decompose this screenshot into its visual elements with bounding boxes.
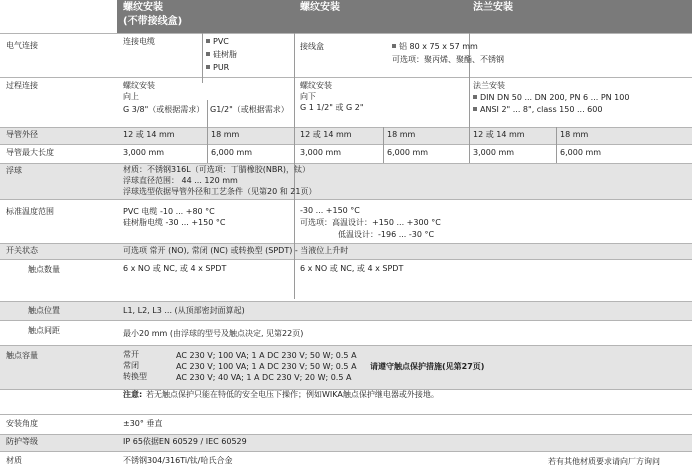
float-selection: 浮球选型依据导管外径和工艺条件（见第20 和 21页） bbox=[123, 187, 317, 196]
divider bbox=[0, 144, 692, 145]
box-material: 铝 80 x 75 x 57 mm bbox=[392, 43, 478, 51]
capacity-no-value: AC 230 V; 100 VA; 1 A DC 230 V; 50 W; 0.5 A bbox=[176, 351, 357, 360]
column-divider bbox=[207, 100, 208, 163]
capacity-nc-value: AC 230 V; 100 VA; 1 A DC 230 V; 50 W; 0.5 A bbox=[176, 362, 357, 371]
label-spacing: 触点间距 bbox=[28, 326, 60, 335]
tube-len-value: 3,000 mm bbox=[123, 148, 165, 157]
divider bbox=[0, 127, 692, 128]
label-material: 材质 bbox=[6, 456, 22, 465]
position-text: L1, L2, L3 ... (从顶部密封面算起) bbox=[123, 306, 245, 315]
label-contacts: 触点数量 bbox=[28, 265, 60, 274]
label-electrical: 电气连接 bbox=[6, 41, 38, 50]
temp-low: 低温设计：-196 ... -30 °C bbox=[338, 230, 435, 239]
divider bbox=[0, 414, 692, 415]
spacing-text: 最小20 mm (由浮球的型号及触点决定, 见第22页) bbox=[123, 329, 304, 338]
capacity-note: 请遵守触点保护措施(见第27页) bbox=[370, 362, 485, 371]
column-divider bbox=[202, 33, 203, 83]
tube-dia-value: 12 或 14 mm bbox=[123, 130, 175, 139]
material-other: 若有其他材质要求请向厂方询问 bbox=[548, 457, 660, 466]
tube-dia-value: 18 mm bbox=[387, 130, 416, 139]
tube-len-value: 6,000 mm bbox=[560, 148, 602, 157]
process-col2-title: 螺纹安装 bbox=[300, 81, 332, 90]
notice-label: 注意: bbox=[123, 390, 143, 399]
temp-high: 可选项：高温设计：+150 ... +300 °C bbox=[300, 218, 441, 227]
capacity-no-label: 常开 bbox=[123, 350, 139, 359]
label-switch: 开关状态 bbox=[6, 246, 38, 255]
band-ip bbox=[0, 434, 692, 451]
temp-silicone: 硅树脂电缆 -30 ... +150 °C bbox=[123, 218, 226, 227]
column-divider bbox=[556, 127, 557, 163]
label-float: 浮球 bbox=[6, 166, 22, 175]
header-col1-sub: (不带接线盒) bbox=[123, 16, 183, 27]
label-tube-len: 导管最大长度 bbox=[6, 148, 54, 157]
divider bbox=[0, 199, 692, 200]
divider bbox=[0, 163, 692, 164]
label-capacity: 触点容量 bbox=[6, 351, 38, 360]
process-col3-ansi: ANSI 2" ... 8", class 150 ... 600 bbox=[473, 106, 602, 114]
column-divider bbox=[469, 33, 470, 163]
label-position: 触点位置 bbox=[28, 306, 60, 315]
notice-text: 若无触点保护只能在特低的安全电压下操作；例如WIKA触点保护继电器或外接地。 bbox=[146, 390, 439, 399]
label-ip: 防护等级 bbox=[6, 437, 38, 446]
column-divider bbox=[383, 127, 384, 163]
label-angle: 安装角度 bbox=[6, 419, 38, 428]
capacity-co-value: AC 230 V; 40 VA; 1 A DC 230 V; 20 W; 0.5 A bbox=[176, 373, 352, 382]
cable-option: PUR bbox=[206, 64, 229, 72]
divider bbox=[0, 301, 692, 302]
header-col2: 螺纹安装 bbox=[300, 2, 340, 13]
tube-len-value: 3,000 mm bbox=[300, 148, 342, 157]
header-col3: 法兰安装 bbox=[473, 2, 513, 13]
divider bbox=[0, 33, 692, 34]
tube-len-value: 3,000 mm bbox=[473, 148, 515, 157]
divider bbox=[0, 259, 692, 260]
process-col1-dir: 向上 bbox=[123, 92, 139, 101]
tube-dia-value: 18 mm bbox=[560, 130, 589, 139]
divider bbox=[0, 345, 692, 346]
divider bbox=[0, 320, 692, 321]
contacts-value: 6 x NO 或 NC, 或 4 x SPDT bbox=[300, 264, 404, 273]
material-text: 不锈钢304/316Ti/钛/哈氏合金 bbox=[123, 456, 233, 465]
label-tube-dia: 导管外径 bbox=[6, 130, 38, 139]
divider bbox=[0, 77, 692, 78]
header-col1: 螺纹安装 bbox=[123, 2, 163, 13]
process-col2-opt: G 1 1/2" 或 G 2" bbox=[300, 103, 364, 112]
process-col1-opt1: G 3/8"（或根据需求） bbox=[123, 105, 205, 114]
tube-len-value: 6,000 mm bbox=[211, 148, 253, 157]
label-process: 过程连接 bbox=[6, 81, 38, 90]
float-diameter: 浮球直径范围： 44 ... 120 mm bbox=[123, 176, 238, 185]
band-float bbox=[0, 163, 692, 199]
box-options: 可选项：聚丙烯、聚酯、不锈钢 bbox=[392, 55, 504, 64]
process-col3-din: DIN DN 50 ... DN 200, PN 6 ... PN 100 bbox=[473, 94, 629, 102]
tube-dia-value: 12 或 14 mm bbox=[473, 130, 525, 139]
divider bbox=[0, 243, 692, 244]
table-header bbox=[117, 0, 692, 33]
divider bbox=[0, 434, 692, 435]
angle-text: ±30° 垂直 bbox=[123, 419, 163, 428]
capacity-co-label: 转换型 bbox=[123, 372, 147, 381]
process-col1-title: 螺纹安装 bbox=[123, 81, 155, 90]
float-material: 材质：不锈钢316L（可选项：丁腈橡胶(NBR)，钛） bbox=[123, 165, 310, 174]
process-col3-title: 法兰安装 bbox=[473, 81, 505, 90]
cable-option: 硅树脂 bbox=[206, 51, 237, 59]
label-temp: 标准温度范围 bbox=[6, 207, 54, 216]
tube-dia-value: 12 或 14 mm bbox=[300, 130, 352, 139]
capacity-nc-label: 常闭 bbox=[123, 361, 139, 370]
cable-option: PVC bbox=[206, 38, 229, 46]
tube-dia-value: 18 mm bbox=[211, 130, 240, 139]
temp-std: -30 ... +150 °C bbox=[300, 206, 360, 215]
contacts-value: 6 x NO 或 NC, 或 4 x SPDT bbox=[123, 264, 227, 273]
electrical-cable-label: 连接电缆 bbox=[123, 37, 155, 46]
electrical-box-label: 接线盒 bbox=[300, 42, 324, 51]
divider bbox=[0, 451, 692, 452]
process-col1-opt2: G1/2"（或根据需求） bbox=[210, 105, 289, 114]
ip-text: IP 65依据EN 60529 / IEC 60529 bbox=[123, 437, 247, 446]
temp-pvc: PVC 电缆 -10 ... +80 °C bbox=[123, 207, 215, 216]
band-position bbox=[0, 301, 692, 320]
tube-len-value: 6,000 mm bbox=[387, 148, 429, 157]
process-col2-dir: 向下 bbox=[300, 92, 316, 101]
switch-text: 可选项 常开 (NO), 常闭 (NC) 或转换型 (SPDT) - 当液位上升时 bbox=[123, 246, 349, 255]
